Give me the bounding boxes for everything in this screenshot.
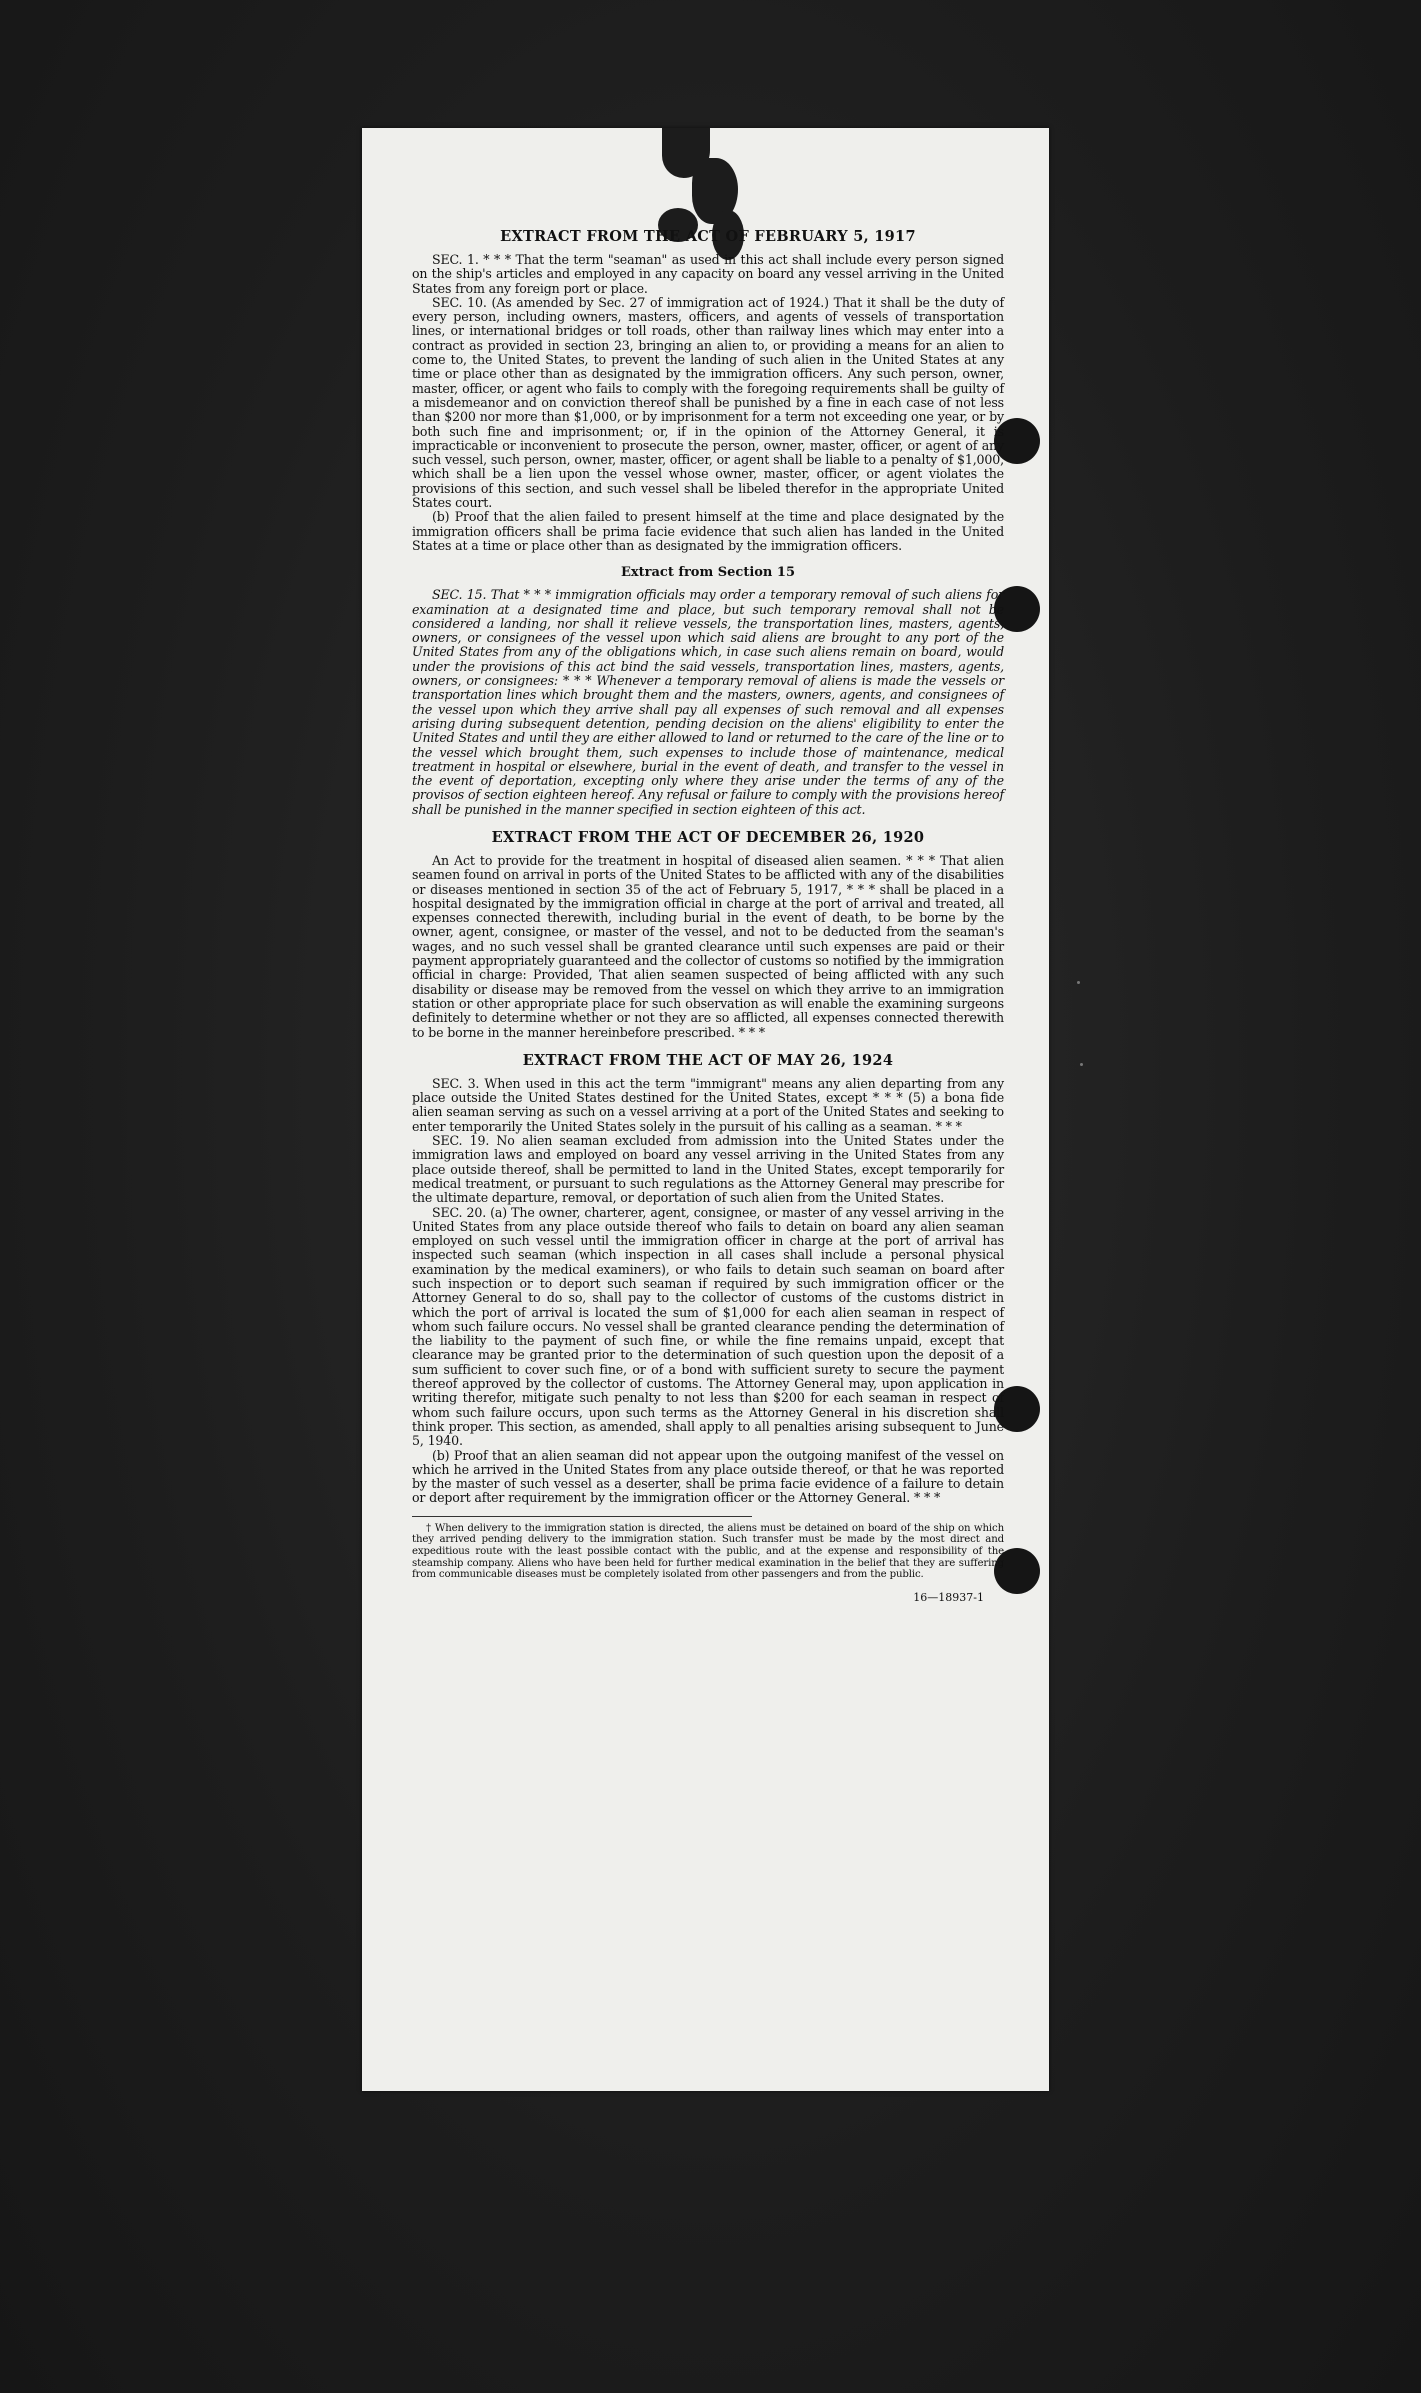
subheading-section-15: Extract from Section 15 [620,565,796,581]
paragraph-sec-10b: (b) Proof that the alien failed to present himself at the time and place designated by the immigration officers shall be prima facie evidence that such alien has landed in the United States at a time or place other than as designated by the immigration officers. [412,509,1004,553]
form-number: 16—18937-1 [913,1590,984,1604]
heading-act-1920: EXTRACT FROM THE ACT OF DECEMBER 26, 1920 [491,828,925,846]
heading-act-1924: EXTRACT FROM THE ACT OF MAY 26, 1924 [522,1051,894,1069]
paragraph-act-1920: An Act to provide for the treatment in hospital of diseased alien seamen. * * * That alien seamen found on arrival in ports of the United States to be afflicted with any of the disabilities or diseases mentioned in section 35 of the act of February 5, 1917, * * * shall be placed in a hospital designated by the immigration official in charge at the port of arrival and treated, all expenses connected therewith, including burial in the event of death, to be borne by the owner, agent, consignee, or master of the vessel, and not to be deducted from the seaman's wages, and no such vessel shall be granted clearance until such expenses are paid or their payment appropriately guaranteed and the collector of customs so notified by the immigration official in charge: Provided, That alien seamen suspected of being afflicted with any such disability or disease may be removed from the vessel on which they arrive to an immigration station or other appropriate place for such observation as will enable the examining surgeons definitely to determine whether or not they are so afflicted, all expenses connected therewith to be borne in the manner hereinbefore prescribed. * * * [412,852,1004,1040]
paragraph-sec-20b: (b) Proof that an alien seaman did not appear upon the outgoing manifest of the vessel on which he arrived in the United States from any place outside thereof, or that he was reported by the master of such vessel as a deserter, shall be prima facie evidence of a failure to detain or deport after requirement by the immigration officer or the Attorney General. * * * [412,1447,1004,1506]
footnote-divider [412,1516,752,1517]
paper-speck [1077,981,1080,984]
document-text [412,228,1004,1604]
heading-act-1917: EXTRACT FROM THE ACT OF FEBRUARY 5, 1917 [500,228,916,245]
paragraph-sec-19: SEC. 19. No alien seaman excluded from admission into the United States under the immigration laws and employed on board any vessel arriving in the United States from any place outside thereof, shall be permitted to land in the United States, except temporarily for medical treatment, or pursuant to such regulations as the Attorney General may prescribe for the ultimate departure, removal, or deportation of such alien from the United States. [412,1133,1004,1206]
paragraph-sec-20: SEC. 20. (a) The owner, charterer, agent, consignee, or master of any vessel arriving in the United States from any place outside thereof who fails to detain on board any alien seaman employed on such vessel until the immigration officer in charge at the port of arrival has inspected such seaman (which inspection in all cases shall include a personal physical examination by the medical examiners), or who fails to detain such seaman on board after such inspection or to deport such seaman if required by such immigration officer or the Attorney General to do so, shall pay to the collector of customs of the customs district in which the port of arrival is located the sum of $1,000 for each alien seaman in respect of whom such failure occurs. No vessel shall be granted clearance pending the determination of the liability to the payment of such fine, or while the fine remains unpaid, except that clearance may be granted prior to the determination of such question upon the deposit of a sum sufficient to cover such fine, or of a bond with sufficient surety to secure the payment thereof approved by the collector of customs. The Attorney General may, upon application in writing therefor, mitigate such penalty to not less than $200 for each seaman in respect of whom such failure occurs, upon such terms as the Attorney General in his discretion shall think proper. This section, as amended, shall apply to all penalties arising subsequent to June 5, 1940. [412,1204,1004,1449]
document-page [362,128,1049,2091]
paragraph-sec-15: SEC. 15. That * * * immigration officials may order a temporary removal of such aliens for examination at a designated time and place, but such temporary removal shall not be considered a landing, nor shall it relieve vessels, the transportation lines, masters, agents, owners, or consignees of the vessel upon which said aliens are brought to any port of the United States from any of the obligations which, in case such aliens remain on board, would under the provisions of this act bind the said vessels, transportation lines, masters, agents, owners, or consignees: * * * Whenever a temporary removal of aliens is made the vessels or transportation lines which brought them and the masters, owners, agents, and consignees of the vessel upon which they arrive shall pay all expenses of such removal and all expenses arising during subsequent detention, pending decision on the aliens' eligibility to enter the United States and until they are either allowed to land or returned to the care of the line or to the vessel which brought them, such expenses to include those of maintenance, medical treatment in hospital or elsewhere, burial in the event of death, and transfer to the vessel in the event of deportation, excepting only where they arise under the terms of any of the provisos of section eighteen hereof. Any refusal or failure to comply with the provisions hereof shall be punished in the manner specified in section eighteen of this act. [412,587,1004,817]
paper-speck [1080,1063,1083,1066]
paragraph-sec-3: SEC. 3. When used in this act the term "immigrant" means any alien departing from any place outside the United States destined for the United States, except * * * (5) a bona fide alien seaman serving as such on a vessel arriving at a port of the United States and seeking to enter temporarily the United States solely in the pursuit of his calling as a seaman. * * * [412,1075,1004,1134]
footnote: † When delivery to the immigration station is directed, the aliens must be detained on board of the ship on which they arrived pending delivery to the immigration station. Such transfer must be made by the most direct and expeditious route with the least possible contact with the public, and at the expense and responsibility of the steamship company. Aliens who have been held for further medical examination in the belief that they are suffering from communicable diseases must be completely isolated from other passengers and from the public. [412,1522,1004,1581]
paragraph-sec-1: SEC. 1. * * * That the term "seaman" as used in this act shall include every person signed on the ship's articles and employed in any capacity on board any vessel arriving in the United States from any foreign port or place. [412,252,1004,296]
paragraph-sec-10: SEC. 10. (As amended by Sec. 27 of immigration act of 1924.) That it shall be the duty of every person, including owners, masters, officers, and agents of vessels of transportation lines, or international bridges or toll roads, other than railway lines which may enter into a contract as provided in section 23, bringing an alien to, or providing a means for an alien to come to, the United States, to prevent the landing of such alien in the United States at any time or place other than as designated by the immigration officers. Any such person, owner, master, officer, or agent who fails to comply with the foregoing requirements shall be guilty of a misdemeanor and on conviction thereof shall be punished by a fine in each case of not less than $200 nor more than $1,000, or by imprisonment for a term not exceeding one year, or by both such fine and imprisonment; or, if in the opinion of the Attorney General, it is impracticable or inconvenient to prosecute the person, owner, master, officer, or agent of any such vessel, such person, owner, master, officer, or agent shall be liable to a penalty of $1,000, which shall be a lien upon the vessel whose owner, master, officer, or agent violates the provisions of this section, and such vessel shall be libeled therefor in the appropriate United States court. [412,294,1004,511]
